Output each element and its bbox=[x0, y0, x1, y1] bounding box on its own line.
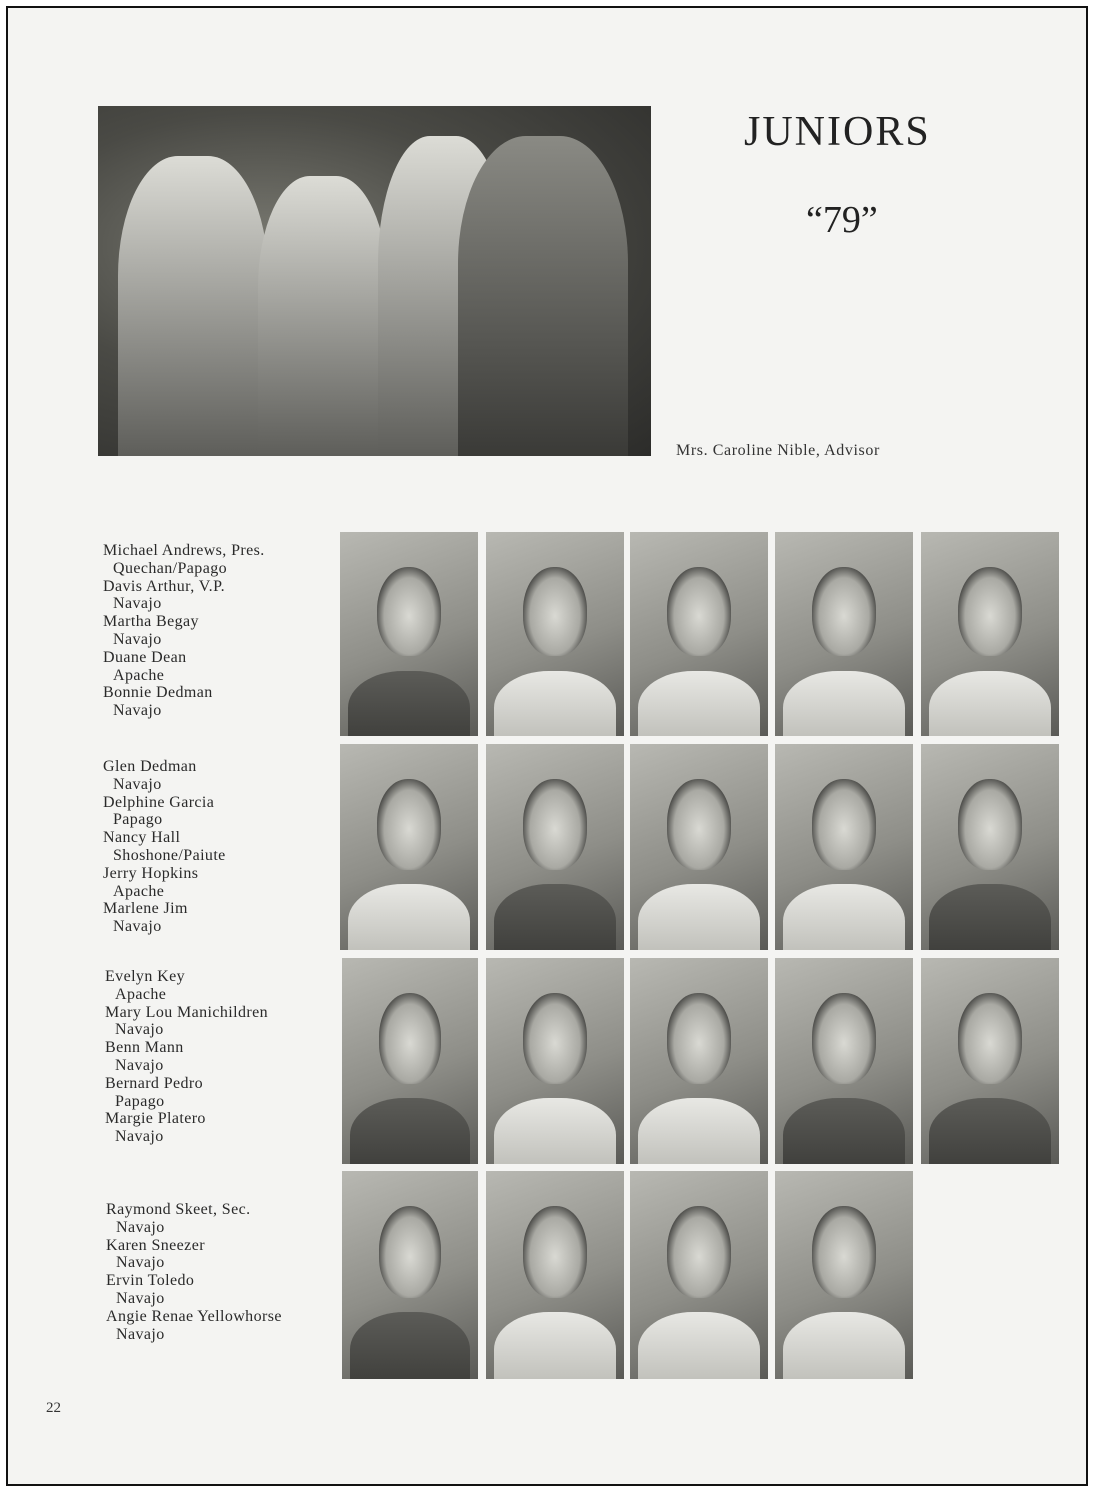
student-name: Mary Lou Manichildren bbox=[105, 1003, 269, 1021]
student-tribe: Navajo bbox=[116, 1218, 165, 1236]
page-title: JUNIORS bbox=[744, 109, 931, 155]
student-portrait bbox=[921, 958, 1059, 1164]
student-name: Ervin Toledo bbox=[106, 1272, 195, 1290]
student-name: Davis Arthur, V.P. bbox=[103, 577, 225, 595]
student-name: Raymond Skeet, Sec. bbox=[106, 1201, 251, 1218]
advisor-caption: Mrs. Caroline Nible, Advisor bbox=[676, 442, 880, 459]
student-portrait bbox=[630, 1171, 768, 1379]
student-portrait bbox=[775, 1171, 913, 1379]
student-portrait bbox=[342, 1171, 478, 1379]
student-portrait bbox=[486, 958, 624, 1164]
page-number: 22 bbox=[46, 1400, 61, 1416]
student-name: Bernard Pedro bbox=[105, 1074, 204, 1092]
student-tribe: Navajo bbox=[113, 775, 162, 793]
student-portrait bbox=[340, 532, 478, 736]
student-tribe: Apache bbox=[113, 666, 165, 684]
student-tribe: Apache bbox=[115, 985, 167, 1003]
student-tribe: Papago bbox=[113, 811, 163, 829]
student-portrait bbox=[486, 532, 624, 736]
group-photo-figure bbox=[118, 156, 268, 456]
student-name: Margie Platero bbox=[105, 1110, 206, 1128]
student-tribe: Navajo bbox=[115, 1128, 164, 1146]
student-name: Duane Dean bbox=[103, 648, 187, 666]
student-tribe: Navajo bbox=[116, 1325, 165, 1343]
student-portrait bbox=[775, 532, 913, 736]
name-list-group-2 bbox=[103, 758, 226, 936]
student-tribe: Navajo bbox=[115, 1021, 164, 1039]
student-tribe: Apache bbox=[113, 882, 165, 900]
student-portrait bbox=[486, 1171, 624, 1379]
group-photo-figure bbox=[258, 176, 388, 456]
student-name: Bonnie Dedman bbox=[103, 684, 213, 702]
student-portrait bbox=[921, 744, 1059, 950]
student-portrait bbox=[486, 744, 624, 950]
student-tribe: Navajo bbox=[116, 1254, 165, 1272]
student-tribe: Navajo bbox=[116, 1289, 165, 1307]
student-name: Glen Dedman bbox=[103, 758, 197, 775]
student-name: Karen Sneezer bbox=[106, 1236, 205, 1254]
student-portrait bbox=[775, 744, 913, 950]
student-portrait bbox=[630, 744, 768, 950]
student-portrait bbox=[775, 958, 913, 1164]
student-portrait bbox=[342, 958, 478, 1164]
name-list-group-3 bbox=[105, 968, 268, 1146]
yearbook-page bbox=[6, 6, 1088, 1486]
student-name: Nancy Hall bbox=[103, 829, 181, 847]
student-name: Angie Renae Yellowhorse bbox=[106, 1307, 282, 1325]
student-tribe: Quechan/Papago bbox=[113, 559, 228, 577]
student-name: Michael Andrews, Pres. bbox=[103, 542, 265, 559]
name-list-group-1 bbox=[103, 542, 265, 720]
class-year: “79” bbox=[806, 199, 878, 241]
name-list-group-4 bbox=[106, 1201, 282, 1343]
student-tribe: Navajo bbox=[113, 595, 162, 613]
student-name: Marlene Jim bbox=[103, 900, 188, 918]
student-name: Delphine Garcia bbox=[103, 793, 215, 811]
group-photo-figure bbox=[458, 136, 628, 456]
group-photo bbox=[98, 106, 651, 456]
student-name: Evelyn Key bbox=[105, 968, 185, 985]
student-portrait bbox=[340, 744, 478, 950]
student-tribe: Shoshone/Paiute bbox=[113, 846, 226, 864]
student-portrait bbox=[630, 532, 768, 736]
student-tribe: Navajo bbox=[115, 1056, 164, 1074]
student-name: Jerry Hopkins bbox=[103, 864, 199, 882]
student-tribe: Navajo bbox=[113, 702, 162, 720]
student-tribe: Navajo bbox=[113, 630, 162, 648]
student-tribe: Papago bbox=[115, 1092, 165, 1110]
student-name: Benn Mann bbox=[105, 1039, 184, 1057]
student-portrait bbox=[630, 958, 768, 1164]
student-name: Martha Begay bbox=[103, 613, 199, 631]
student-portrait bbox=[921, 532, 1059, 736]
student-tribe: Navajo bbox=[113, 918, 162, 936]
